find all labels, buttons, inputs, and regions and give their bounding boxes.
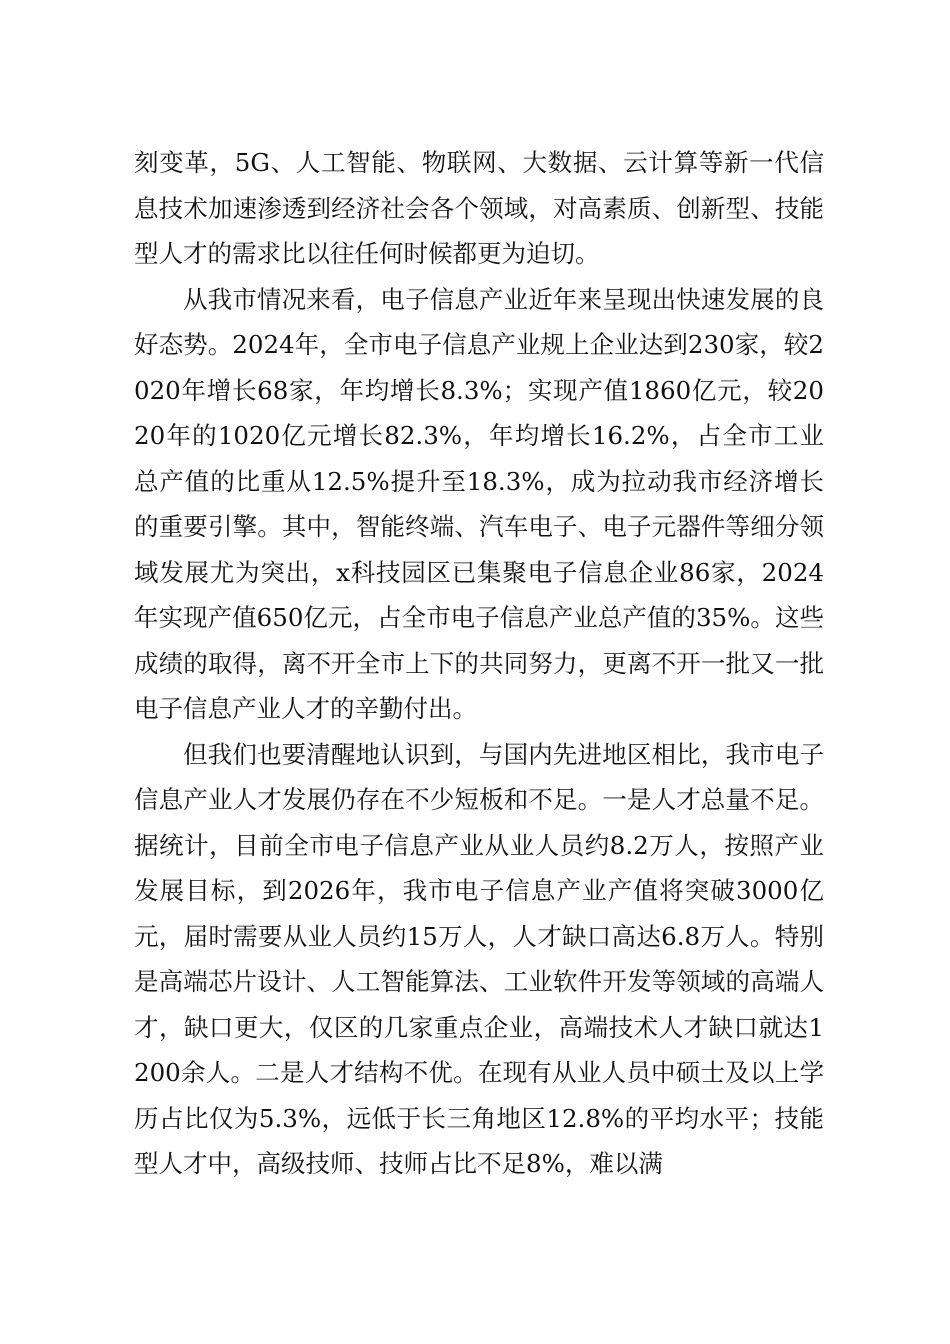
document-page — [134, 140, 824, 1187]
paragraph-3: 但我们也要清醒地认识到，与国内先进地区相比，我市电子信息产业人才发展仍存在不少短板和不足。一是人才总量不足。据统计，目前全市电子信息产业从业人员约8.2万人，按照产业发展目标，到2026年，我市电子信息产业产值将突破3000亿元，届时需要从业人员约15万人，人才缺口高达6.8万人。特别是高端芯片设计、人工智能算法、工业软件开发等领域的高端人才，缺口更大，仅区的几家重点企业，高端技术人才缺口就达1200余人。二是人才结构不优。在现有从业人员中硕士及以上学历占比仅为5.3%，远低于长三角地区12.8%的平均水平；技能型人才中，高级技师、技师占比不足8%，难以满 — [134, 739, 824, 1178]
paragraph-2: 从我市情况来看，电子信息产业近年来呈现出快速发展的良好态势。2024年，全市电子信息产业规上企业达到230家，较2020年增长68家，年均增长8.3%；实现产值1860亿元，较2020年的1020亿元增长82.3%，年均增长16.2%，占全市工业总产值的比重从12.5%提升至18.3%，成为拉动我市经济增长的重要引擎。其中，智能终端、汽车电子、电子元器件等细分领域发展尤为突出，x科技园区已集聚电子信息企业86家，2024年实现产值650亿元，占全市电子信息产业总产值的35%。这些成绩的取得，离不开全市上下的共同努力，更离不开一批又一批电子信息产业人才的辛勤付出。 — [134, 284, 824, 723]
paragraph-1: 刻变革，5G、人工智能、物联网、大数据、云计算等新一代信息技术加速渗透到经济社会各个领域，对高素质、创新型、技能型人才的需求比以往任何时候都更为迫切。 — [134, 148, 824, 268]
